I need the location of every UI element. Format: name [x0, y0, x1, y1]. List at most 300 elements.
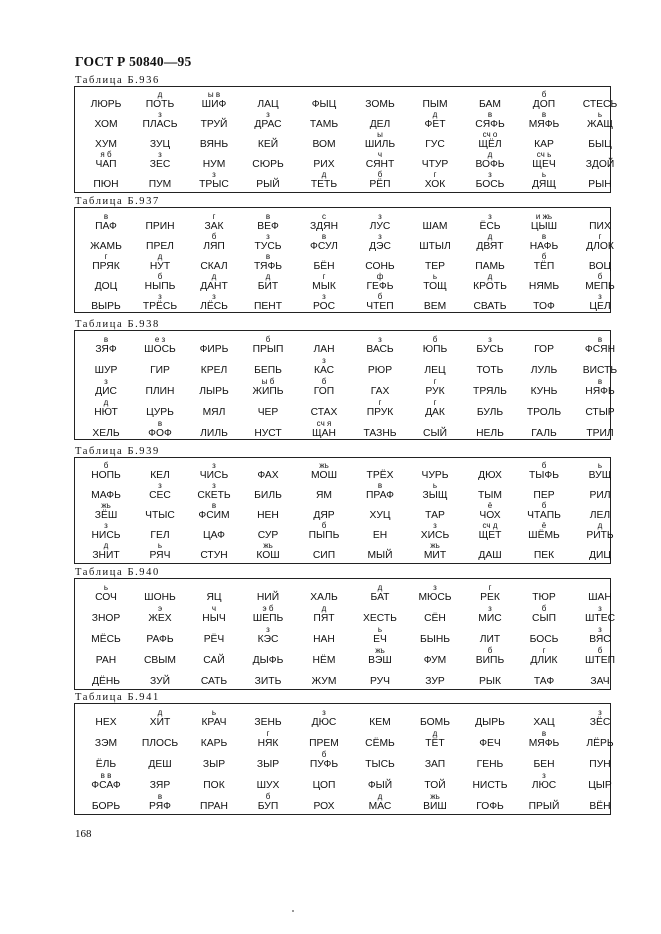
- table-cell: [408, 232, 462, 253]
- table-cell: [297, 461, 351, 482]
- table-cell: [79, 335, 133, 356]
- syllable-word: НИСТЬ: [472, 780, 508, 791]
- pronunciation-mark: [408, 212, 462, 221]
- pronunciation-mark: [463, 771, 517, 780]
- pronunciation-mark: [297, 110, 351, 119]
- pronunciation-mark: [573, 481, 627, 490]
- pronunciation-mark: е з: [154, 335, 166, 344]
- syllable-word: РИХ: [313, 159, 335, 170]
- table-cell: [187, 625, 241, 646]
- syllable-word: ЛУС: [369, 221, 391, 232]
- table-cell: [187, 272, 241, 293]
- pronunciation-mark: ь: [597, 110, 603, 119]
- syllable-word: СЫП: [532, 613, 556, 624]
- table-cell: [133, 419, 187, 440]
- pronunciation-mark: [353, 377, 407, 386]
- table-cell: [241, 541, 295, 562]
- table-cell: [517, 150, 571, 171]
- table-cell: [463, 541, 517, 562]
- syllable-word: ДЛОК: [586, 241, 614, 252]
- pronunciation-mark: д: [321, 604, 327, 613]
- pronunciation-mark: [241, 646, 295, 655]
- pronunciation-mark: [187, 419, 241, 428]
- syllable-word: СТУН: [200, 550, 228, 561]
- pronunciation-mark: [463, 708, 517, 717]
- syllable-word: КРЕЛ: [200, 365, 228, 376]
- syllable-word: СКЕТЬ: [197, 490, 231, 501]
- pronunciation-mark: з: [598, 708, 602, 717]
- syllable-word: ШАН: [588, 592, 612, 603]
- syllable-word: ЧТЫС: [145, 510, 175, 521]
- table-cell: [517, 583, 571, 604]
- pronunciation-mark: з: [212, 461, 216, 470]
- pronunciation-mark: [573, 771, 627, 780]
- table-cell: [463, 110, 517, 131]
- syllable-word: РУК: [425, 386, 445, 397]
- pronunciation-mark: [297, 150, 351, 159]
- table-cell: [463, 461, 517, 482]
- pronunciation-mark: жь: [101, 501, 111, 510]
- syllable-word: ПРУК: [366, 407, 394, 418]
- table-cell: [353, 461, 407, 482]
- table-cell: [133, 604, 187, 625]
- table-cell: [463, 252, 517, 273]
- table-cell: [187, 461, 241, 482]
- table-caption: Таблица Б.936: [75, 75, 160, 86]
- pronunciation-mark: [241, 461, 295, 470]
- pronunciation-mark: г: [433, 398, 437, 407]
- word-table: [74, 330, 618, 440]
- pronunciation-mark: ч: [377, 150, 383, 159]
- pronunciation-mark: и жь: [535, 212, 553, 221]
- pronunciation-mark: [133, 771, 187, 780]
- syllable-word: БЫЦ: [588, 139, 612, 150]
- syllable-word: ГЕФЬ: [366, 281, 394, 292]
- table-cell: [297, 252, 351, 273]
- table-cell: [408, 667, 462, 688]
- pronunciation-mark: [353, 521, 407, 530]
- syllable-word: ДЯР: [313, 510, 335, 521]
- pronunciation-mark: [463, 481, 517, 490]
- syllable-word: ДАНТ: [200, 281, 228, 292]
- syllable-word: МЯФЬ: [528, 119, 560, 130]
- syllable-word: ТЫСЬ: [365, 759, 395, 770]
- pronunciation-mark: в: [597, 377, 603, 386]
- table-cell: [573, 292, 627, 313]
- pronunciation-mark: ь: [377, 625, 383, 634]
- syllable-word: МОШ: [310, 470, 338, 481]
- syllable-word: КАРЬ: [200, 738, 228, 749]
- syllable-word: ВЕМ: [423, 301, 447, 312]
- pronunciation-mark: [463, 792, 517, 801]
- table-cell: [133, 625, 187, 646]
- syllable-word: ЛИТ: [479, 634, 501, 645]
- pronunciation-mark: [187, 771, 241, 780]
- table-row: [75, 708, 610, 729]
- pronunciation-mark: жь: [430, 792, 440, 801]
- pronunciation-mark: ё: [487, 501, 493, 510]
- pronunciation-mark: [187, 541, 241, 550]
- table-cell: [133, 170, 187, 191]
- table-cell: [408, 501, 462, 522]
- table-row: [75, 212, 610, 233]
- pronunciation-mark: д: [377, 792, 383, 801]
- syllable-word: НЕЛЬ: [476, 428, 504, 439]
- table-cell: [187, 377, 241, 398]
- pronunciation-mark: в: [103, 212, 109, 221]
- table-cell: [241, 419, 295, 440]
- syllable-word: ЛЫРЬ: [199, 386, 229, 397]
- table-cell: [408, 604, 462, 625]
- pronunciation-mark: з: [266, 625, 270, 634]
- syllable-word: ПРАН: [200, 801, 228, 812]
- table-cell: [463, 604, 517, 625]
- pronunciation-mark: сч д: [482, 521, 498, 530]
- pronunciation-mark: [241, 90, 295, 99]
- pronunciation-mark: ь: [432, 272, 438, 281]
- syllable-word: НЮТ: [94, 407, 118, 418]
- syllable-word: ЛАН: [313, 344, 335, 355]
- pronunciation-mark: [133, 232, 187, 241]
- table-row: [75, 750, 610, 771]
- syllable-word: БОРЬ: [91, 801, 121, 812]
- syllable-word: ПЛИН: [145, 386, 175, 397]
- syllable-word: РИТЬ: [586, 530, 614, 541]
- table-cell: [187, 792, 241, 813]
- table-cell: [353, 667, 407, 688]
- table-cell: [297, 212, 351, 233]
- table-cell: [463, 646, 517, 667]
- syllable-word: ГЕНЬ: [476, 759, 504, 770]
- syllable-word: ПУФЬ: [309, 759, 339, 770]
- syllable-word: ТРЯЛЬ: [473, 386, 507, 397]
- syllable-word: НЯМЬ: [528, 281, 560, 292]
- pronunciation-mark: г: [488, 583, 492, 592]
- syllable-word: ЗНИТ: [92, 550, 120, 561]
- table-cell: [133, 335, 187, 356]
- table-cell: [573, 521, 627, 542]
- table-cell: [187, 521, 241, 542]
- syllable-word: ПРЕЛ: [146, 241, 174, 252]
- pronunciation-mark: [187, 335, 241, 344]
- syllable-word: ВЯС: [589, 634, 611, 645]
- pronunciation-mark: [408, 232, 462, 241]
- pronunciation-mark: [353, 90, 407, 99]
- pronunciation-mark: [79, 729, 133, 738]
- pronunciation-mark: г: [378, 398, 382, 407]
- pronunciation-mark: в: [265, 252, 271, 261]
- pronunciation-mark: [353, 729, 407, 738]
- syllable-word: НЕХ: [95, 717, 117, 728]
- syllable-word: ФЫЙ: [367, 780, 393, 791]
- syllable-word: МЫК: [312, 281, 336, 292]
- syllable-word: ПРЫЙ: [528, 801, 560, 812]
- syllable-word: ФЫЦ: [311, 99, 337, 110]
- syllable-word: ЗЫР: [256, 759, 280, 770]
- pronunciation-mark: [241, 150, 295, 159]
- syllable-word: ГИР: [150, 365, 170, 376]
- syllable-word: ВАСЬ: [366, 344, 394, 355]
- pronunciation-mark: з: [158, 481, 162, 490]
- syllable-word: ТОЙ: [424, 780, 446, 791]
- pronunciation-mark: в: [541, 232, 547, 241]
- pronunciation-mark: [187, 750, 241, 759]
- pronunciation-mark: в: [541, 729, 547, 738]
- syllable-word: СЮРЬ: [252, 159, 284, 170]
- table-row: [75, 292, 610, 313]
- pronunciation-mark: жь: [319, 461, 329, 470]
- table-cell: [133, 90, 187, 111]
- table-cell: [517, 521, 571, 542]
- syllable-word: БЁН: [313, 261, 335, 272]
- syllable-word: ФИРЬ: [199, 344, 229, 355]
- syllable-word: ТАЗНЬ: [363, 428, 397, 439]
- pronunciation-mark: [187, 398, 241, 407]
- table-cell: [573, 625, 627, 646]
- table-cell: [517, 667, 571, 688]
- syllable-word: ЩЁЛ: [478, 139, 502, 150]
- table-cell: [408, 110, 462, 131]
- syllable-word: ЛЁСЬ: [200, 301, 228, 312]
- table-row: [75, 792, 610, 813]
- pronunciation-mark: [408, 461, 462, 470]
- pronunciation-mark: [517, 481, 571, 490]
- syllable-word: ВЯНЬ: [199, 139, 229, 150]
- syllable-word: НИЙ: [256, 592, 280, 603]
- syllable-word: МЯФЬ: [528, 738, 560, 749]
- syllable-word: КАР: [534, 139, 554, 150]
- pronunciation-mark: [79, 292, 133, 301]
- table-cell: [573, 398, 627, 419]
- pronunciation-mark: [133, 750, 187, 759]
- syllable-word: ЦЫШ: [530, 221, 558, 232]
- syllable-word: ТЫМ: [478, 490, 502, 501]
- pronunciation-mark: д: [157, 90, 163, 99]
- scan-speck: [292, 910, 294, 912]
- pronunciation-mark: г: [542, 646, 546, 655]
- syllable-word: ДИЦ: [589, 550, 611, 561]
- syllable-word: ЛЯП: [203, 241, 225, 252]
- table-cell: [79, 461, 133, 482]
- pronunciation-mark: [241, 750, 295, 759]
- syllable-word: ЮПЬ: [422, 344, 448, 355]
- syllable-word: ВИПЬ: [475, 655, 505, 666]
- table-cell: [79, 356, 133, 377]
- table-cell: [133, 232, 187, 253]
- syllable-word: ШЕПЬ: [252, 613, 284, 624]
- pronunciation-mark: д: [487, 232, 493, 241]
- table-cell: [79, 272, 133, 293]
- syllable-word: РИЛ: [589, 490, 611, 501]
- pronunciation-mark: [573, 667, 627, 676]
- syllable-word: ТАМЬ: [309, 119, 339, 130]
- syllable-word: БЕПЬ: [254, 365, 282, 376]
- pronunciation-mark: б: [597, 646, 603, 655]
- table-cell: [187, 252, 241, 273]
- syllable-word: НАФЬ: [529, 241, 559, 252]
- table-cell: [463, 583, 517, 604]
- pronunciation-mark: [463, 252, 517, 261]
- table-cell: [241, 583, 295, 604]
- table-cell: [79, 377, 133, 398]
- pronunciation-mark: [517, 708, 571, 717]
- table-row: [75, 521, 614, 542]
- pronunciation-mark: [297, 541, 351, 550]
- pronunciation-mark: [573, 419, 627, 428]
- table-cell: [353, 232, 407, 253]
- table-cell: [187, 667, 241, 688]
- syllable-word: ШТЕП: [585, 655, 615, 666]
- pronunciation-mark: [573, 90, 627, 99]
- pronunciation-mark: [573, 212, 627, 221]
- table-cell: [187, 501, 241, 522]
- syllable-word: ПОТЬ: [145, 99, 175, 110]
- table-cell: [408, 771, 462, 792]
- syllable-word: ЕН: [372, 530, 388, 541]
- table-cell: [463, 501, 517, 522]
- pronunciation-mark: б: [321, 521, 327, 530]
- syllable-word: РЫЙ: [256, 179, 280, 190]
- pronunciation-mark: [79, 356, 133, 365]
- syllable-word: ЧИСЬ: [199, 470, 229, 481]
- pronunciation-mark: [463, 625, 517, 634]
- pronunciation-mark: з: [322, 292, 326, 301]
- table-cell: [408, 729, 462, 750]
- syllable-word: МЮСЬ: [418, 592, 452, 603]
- syllable-word: СТЕСЬ: [582, 99, 618, 110]
- table-row: [75, 232, 614, 253]
- pronunciation-mark: [241, 771, 295, 780]
- syllable-word: РЕК: [480, 592, 500, 603]
- table-cell: [463, 708, 517, 729]
- syllable-word: ГОР: [534, 344, 554, 355]
- table-cell: [133, 461, 187, 482]
- table-cell: [297, 150, 351, 171]
- table-cell: [463, 729, 517, 750]
- table-cell: [241, 252, 295, 273]
- pronunciation-mark: [408, 419, 462, 428]
- syllable-word: МАС: [368, 801, 392, 812]
- syllable-word: ЗНОР: [91, 613, 121, 624]
- pronunciation-mark: г: [212, 212, 216, 221]
- pronunciation-mark: [353, 501, 407, 510]
- syllable-word: ШТЫЛ: [419, 241, 451, 252]
- pronunciation-mark: жь: [263, 541, 273, 550]
- pronunciation-mark: [133, 398, 187, 407]
- pronunciation-mark: [241, 481, 295, 490]
- syllable-word: ТОФ: [533, 301, 555, 312]
- pronunciation-mark: [133, 461, 187, 470]
- syllable-word: КЕЛ: [150, 470, 170, 481]
- syllable-word: ГОФЬ: [476, 801, 504, 812]
- table-row: [75, 150, 615, 171]
- pronunciation-mark: б: [157, 272, 163, 281]
- word-table: [74, 457, 614, 564]
- syllable-word: СКАЛ: [200, 261, 228, 272]
- table-row: [75, 272, 615, 293]
- table-cell: [79, 501, 133, 522]
- pronunciation-mark: [463, 750, 517, 759]
- pronunciation-mark: г: [433, 377, 437, 386]
- pronunciation-mark: [408, 750, 462, 759]
- pronunciation-mark: [573, 130, 627, 139]
- pronunciation-mark: [297, 252, 351, 261]
- table-cell: [133, 583, 187, 604]
- table-cell: [463, 292, 517, 313]
- syllable-word: ПЕР: [533, 490, 555, 501]
- pronunciation-mark: [79, 170, 133, 179]
- syllable-word: ШЁМЬ: [528, 530, 560, 541]
- table-cell: [79, 212, 133, 233]
- table-cell: [241, 708, 295, 729]
- table-cell: [187, 232, 241, 253]
- pronunciation-mark: д: [103, 398, 109, 407]
- syllable-word: ПЛОСЬ: [141, 738, 179, 749]
- table-cell: [353, 583, 407, 604]
- pronunciation-mark: [297, 771, 351, 780]
- pronunciation-mark: [408, 771, 462, 780]
- syllable-word: ГАЛЬ: [531, 428, 557, 439]
- syllable-word: ЛУЛЬ: [530, 365, 558, 376]
- table-cell: [408, 625, 462, 646]
- syllable-word: ЦОП: [312, 780, 336, 791]
- pronunciation-mark: ь: [103, 583, 109, 592]
- pronunciation-mark: г: [598, 232, 602, 241]
- pronunciation-mark: з: [488, 604, 492, 613]
- table-cell: [79, 398, 133, 419]
- pronunciation-mark: б: [265, 335, 271, 344]
- table-row: [75, 90, 618, 111]
- pronunciation-mark: з: [488, 335, 492, 344]
- pronunciation-mark: с: [322, 212, 326, 221]
- table-cell: [517, 501, 571, 522]
- syllable-word: ШУР: [94, 365, 118, 376]
- pronunciation-mark: б: [541, 252, 547, 261]
- syllable-word: ДОП: [532, 99, 556, 110]
- syllable-word: СОНЬ: [365, 261, 395, 272]
- table-cell: [408, 419, 462, 440]
- table-cell: [241, 232, 295, 253]
- table-row: [75, 461, 610, 482]
- pronunciation-mark: [297, 130, 351, 139]
- syllable-word: ПАМЬ: [475, 261, 505, 272]
- table-cell: [241, 398, 295, 419]
- word-table: [74, 86, 618, 193]
- pronunciation-mark: в: [487, 110, 493, 119]
- syllable-word: ВОЦ: [588, 261, 612, 272]
- table-cell: [463, 130, 517, 151]
- table-cell: [297, 583, 351, 604]
- syllable-word: ЩЕТ: [478, 530, 502, 541]
- pronunciation-mark: [133, 356, 187, 365]
- table-cell: [573, 481, 627, 502]
- syllable-word: ФУМ: [423, 655, 447, 666]
- pronunciation-mark: [408, 356, 462, 365]
- table-row: [75, 356, 618, 377]
- table-cell: [297, 541, 351, 562]
- syllable-word: ХИТ: [149, 717, 171, 728]
- table-cell: [517, 646, 571, 667]
- syllable-word: ФЕТ: [424, 119, 446, 130]
- pronunciation-mark: д: [377, 583, 383, 592]
- pronunciation-mark: [297, 625, 351, 634]
- pronunciation-mark: [187, 521, 241, 530]
- table-cell: [573, 130, 627, 151]
- table-cell: [517, 750, 571, 771]
- word-table: [74, 207, 615, 313]
- table-cell: [353, 419, 407, 440]
- pronunciation-mark: [79, 667, 133, 676]
